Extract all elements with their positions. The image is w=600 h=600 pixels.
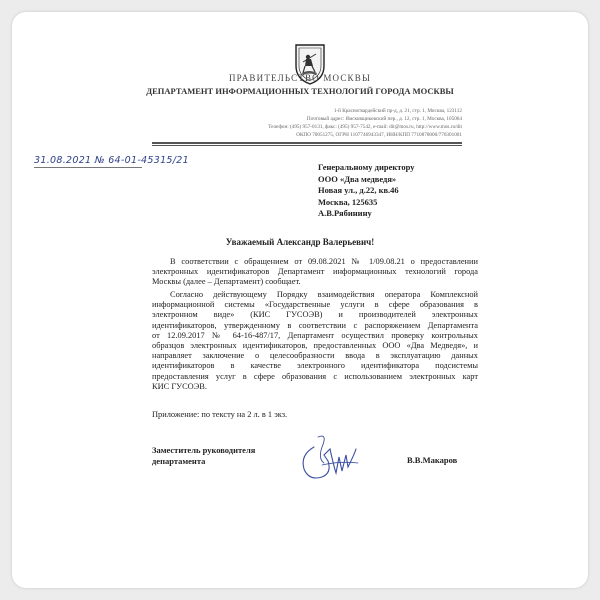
registration-underline [34,167,142,168]
handwritten-signature [292,427,372,487]
paragraph-1 [152,257,478,288]
header-divider [152,142,462,144]
letter-page [12,12,588,588]
signer-title [152,445,255,467]
greeting: Уважаемый Александр Валерьевич! [225,237,375,247]
attachment-note: Приложение: по тексту на 2 л. в 1 экз. [152,410,288,419]
postal-address-line: Почтовый адрес: Ямсковщиковский пер., д. 12, стр. 1, Москва, 105064 [306,116,462,122]
paragraph-line: В соответствии с обращением от 09.08.2021 № 1/09.08.21 о предоставлении [170,257,478,266]
recipient-company: ООО «Два медведя» [318,173,397,184]
signer-name: В.В.Макаров [407,455,458,465]
department-title: ДЕПАРТАМЕНТ ИНФОРМАЦИОННЫХ ТЕХНОЛОГИЙ ГОРОДА МОСКВЫ [146,86,454,96]
signer-title-line: департамента [152,456,206,466]
header-divider-thin [152,145,462,146]
recipient-street: Новая ул., д.22, кв.46 [318,185,399,195]
paragraph-line: КИС ГУСОЭВ. [152,381,207,391]
paragraph-line: электронных идентификаторов Департамент информационных технологий города [152,267,478,277]
paragraph-line: Москвы (далее – Департамент) сообщает. [152,277,301,287]
recipient-name: А.В.Рябинину [318,208,372,218]
contacts-line: Телефон: (495) 957-0131, факс: (495) 957-7542, e-mail: dit@mos.ru, http://www.mos.ru/dit [268,124,462,130]
registration-number: 31.08.2021 № 64-01-45315/21 [34,155,189,166]
government-title: ПРАВИТЕЛЬСТВО МОСКВЫ [228,73,371,83]
paragraph-line: образцов электронных идентификаторов, предоставленных ООО «Два Медведя», и [152,341,478,351]
recipient-city: Москва, 125635 [318,196,378,207]
paragraph-line: предоставления услуг в сфере образования с использованием электронных карт [152,371,478,381]
paragraph-line: идентификаторов в качестве электронного идентификатора подсистемы [152,361,478,371]
paragraph-2 [152,290,478,392]
paragraph-line: идентификаторов, утвержденному в соответствии с распоряжением Департамента [152,320,478,330]
recipient-position: Генеральному директору [318,162,415,172]
paragraph-line: Согласно действующему Порядку взаимодействия оператора Комплексной [170,290,478,299]
signer-title-line: Заместитель руководителя [152,445,256,455]
paragraph-line: информационной системы «Государственные услуги в сфере образования в [152,300,478,310]
paragraph-line: от 12.09.2017 № 64-16-487/17, Департамент осуществил проверку контрольных [152,330,478,340]
paragraph-line: электронном виде» (КИС ГУСОЭВ) и производителей электронных [152,310,478,320]
address-line: 1-й Красногвардейский пр-д, д. 21, стр. 1, Москва, 123112 [333,108,462,114]
recipient-block [318,162,414,220]
requisites-line: ОКПО 70051275, ОГРН 1107746943347, ИНН/КПП 7710878000/770301001 [296,132,462,138]
paragraph-line: направляет заключение о целесообразности ввода в эксплуатацию данных [152,351,478,361]
